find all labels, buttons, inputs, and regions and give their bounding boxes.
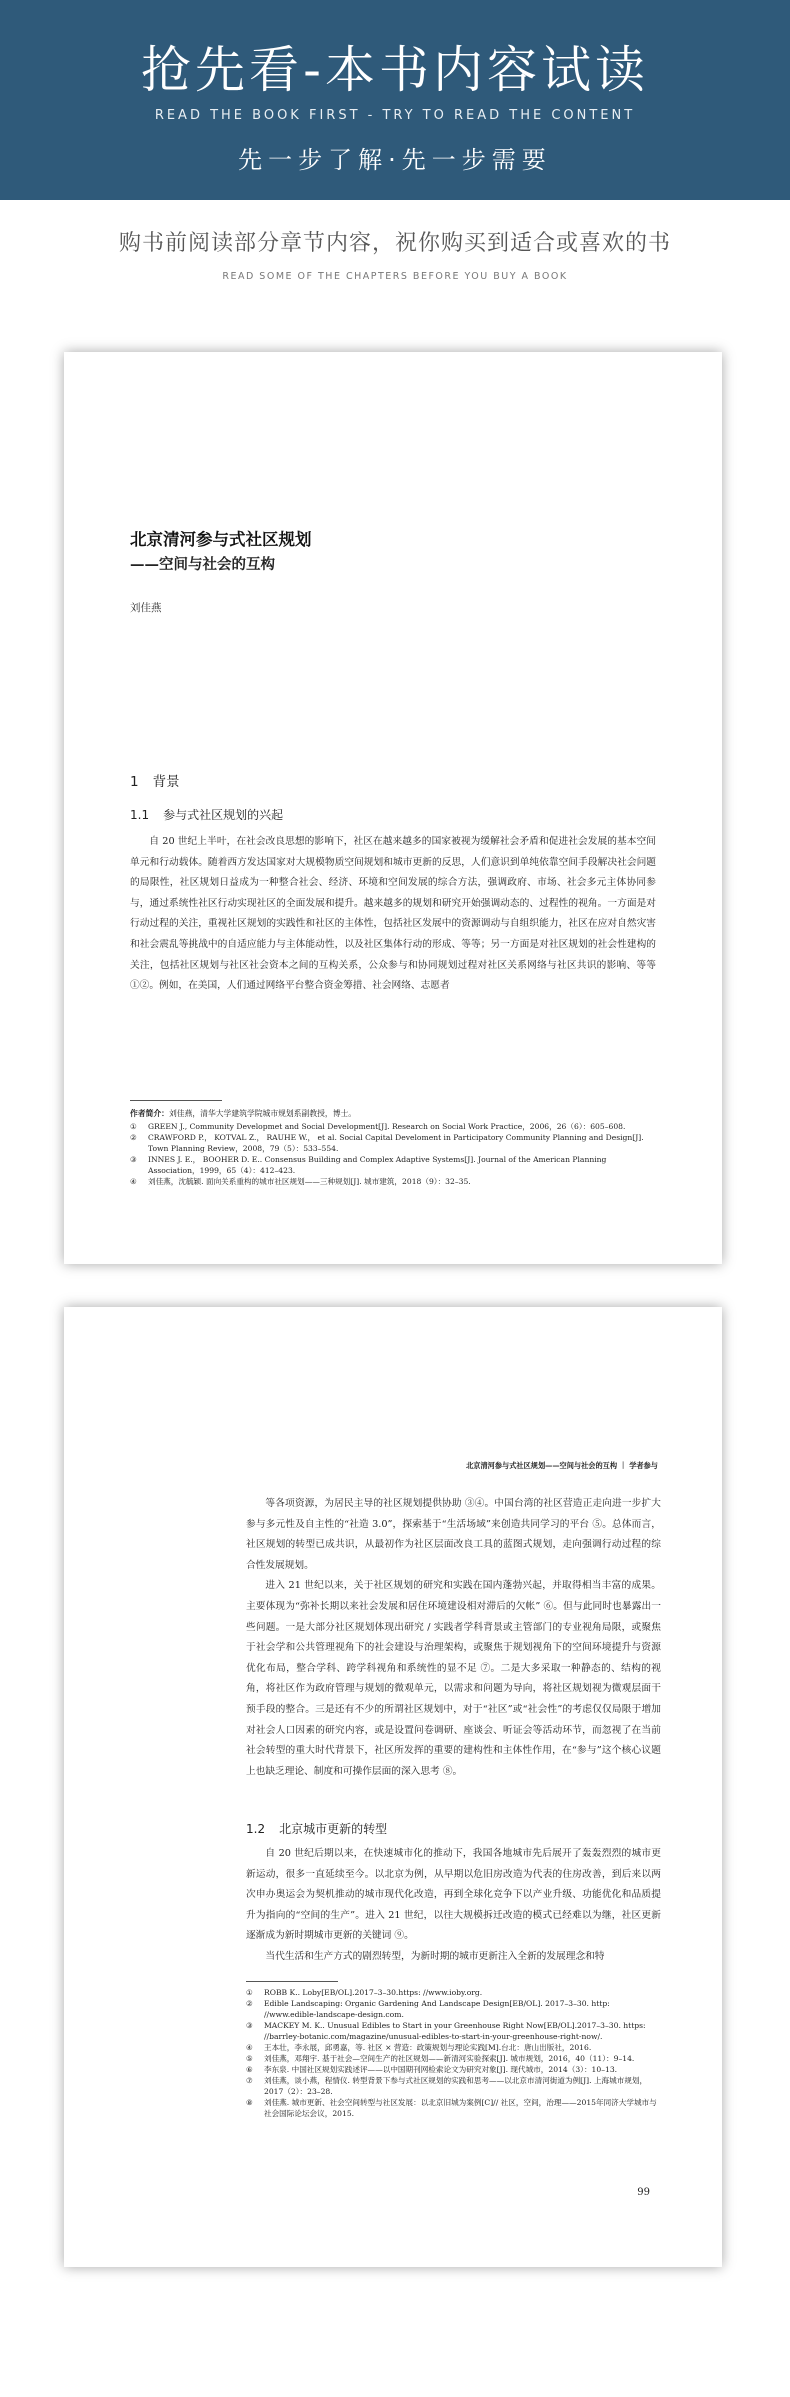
intro-text: 购书前阅读部分章节内容，祝你购买到适合或喜欢的书	[118, 231, 671, 256]
intro-text-en: READ SOME OF THE CHAPTERS BEFORE YOU BUY A BOOK	[222, 271, 568, 282]
footnote-text: 王本壮，李永展，邱勇嘉，等. 社区 × 营造：政策规划与理论实践[M].台北：唐山出版社，2016.	[264, 2043, 592, 2052]
footnote-text: ROBB K.. Loby[EB/OL].2017–3–30.https: //www.ioby.org.	[264, 1988, 483, 1997]
footnote-divider	[246, 1981, 338, 1982]
subsection-heading	[130, 806, 283, 823]
footnote-text: 刘佳燕，邓翔宇. 基于社会—空间生产的社区规划——新清河实验探索[J]. 城市规划，2016，40（11）：9–14.	[264, 2054, 635, 2063]
book-page-1	[64, 352, 722, 1264]
article-author: 刘佳燕	[130, 602, 162, 614]
footnote-mark: ③	[246, 2021, 253, 2030]
page-number: 99	[637, 2187, 650, 2198]
footnote-mark: ④	[130, 1177, 137, 1186]
banner-slogan: 先一步了解·先一步需要	[238, 146, 552, 174]
footnote-item	[130, 1121, 656, 1132]
subsection-number: 1.2	[246, 1822, 266, 1836]
paragraph: 自 20 世纪后期以来，在快速城市化的推动下，我国各地城市先后展开了轰轰烈烈的城市更新运动，很多一直延续至今。以北京为例，从早期以危旧房改造为代表的住房改善，到后来以两次申办奥运会为契机推动的城市现代化改造，再到全球化竞争下以产业升级、功能优化和品质提升为指向的“空间的生产”。进入 21 世纪，以往大规模拆迁改造的模式已经难以为继，社区更新逐渐成为新时期城市更新的关键词 ⑨。	[246, 1848, 661, 1942]
footnote-mark: ⑤	[246, 2054, 253, 2063]
subsection-title: 北京城市更新的转型	[279, 1822, 388, 1836]
paragraph: 等各项资源，为居民主导的社区规划提供协助 ③④。中国台湾的社区营造正走向进一步扩大参与多元性及自主性的“社造 3.0”，探索基于“生活场域”来创造共同学习的平台 ⑤。总体而言，社区规划的转型已成共识，从最初作为社区层面改良工具的蓝图式规划，走向强调行动过程的综合性发展规划。	[246, 1498, 661, 1571]
footnote-text: 刘佳燕，谈小燕，程情仪. 转型背景下参与式社区规划的实践和思考——以北京市清河街道为例[J]. 上海城市规划，2017（2）：23–28.	[264, 2076, 648, 2096]
running-head: 北京清河参与式社区规划——空间与社会的互构 ｜ 学者参与	[466, 1461, 658, 1470]
footnote-item	[246, 2097, 661, 2119]
paragraph: 当代生活和生产方式的剧烈转型，为新时期的城市更新注入全新的发展理念和特	[265, 1950, 605, 1962]
footnote-text: 刘佳燕，沈毓颖. 面向关系重构的城市社区规划——三种规划[J]. 城市建筑，2018（9）：32–35.	[148, 1177, 471, 1186]
banner-subtitle-en: READ THE BOOK FIRST - TRY TO READ THE CONTENT	[154, 108, 636, 123]
subsection-title: 参与式社区规划的兴起	[163, 808, 284, 822]
header-banner	[0, 0, 790, 200]
footnote-item	[246, 2053, 661, 2064]
footnote-mark: ②	[130, 1133, 137, 1142]
section-title: 背景	[152, 774, 180, 790]
footnote-item	[130, 1154, 656, 1176]
body-paragraph: 自 20 世纪上半叶，在社会改良思想的影响下，社区在越来越多的国家被视为缓解社会矛盾和促进社会发展的基本空间单元和行动载体。随着西方发达国家对大规模物质空间规划和城市更新的反思，人们意识到单纯依靠空间手段解决社会问题的局限性，社区规划日益成为一种整合社会、经济、环境和空间发展的综合方法，强调政府、市场、社会多元主体协同参与，通过系统性社区行动实现社区的全面发展和提升。越来越多的规划和研究开始强调动态的、过程性的视角。一方面是对行动过程的关注，重视社区规划的实践性和社区的主体性，包括社区发展中的资源调动与自组织能力，社区在应对自然灾害和社会震乱等挑战中的自适应能力与主体能动性，以及社区集体行动的形成、等等；另一方面是对社区规划的社会性建构的关注，包括社区规划与社区社会资本之间的互构关系，公众参与和协同规划过程对社区关系网络与社区共识的影响、等等 ①②。例如，在美国，人们通过网络平台整合资金筹措、社会网络、志愿者	[130, 836, 656, 992]
footnote-mark: ②	[246, 1999, 253, 2008]
footnote-mark: ⑦	[246, 2076, 253, 2085]
footnote-text: INNES J. E.， BOOHER D. E.. Consensus Building and Complex Adaptive Systems[J]. Journal of the American Planning Association，1999，65（4）：412–423.	[148, 1155, 607, 1175]
article-title: 北京清河参与式社区规划	[130, 530, 312, 549]
footnote-mark: ③	[130, 1155, 137, 1164]
footnote-mark: ④	[246, 2043, 253, 2052]
footnote-item	[246, 2075, 661, 2097]
author-intro	[130, 1108, 656, 1119]
body-text-top	[246, 1494, 661, 1782]
footnote-mark: ①	[130, 1122, 137, 1131]
article-subtitle: ——空间与社会的互构	[130, 556, 275, 573]
footnote-mark: ①	[246, 1988, 253, 1997]
footnote-mark: ⑧	[246, 2098, 253, 2107]
footnote-text: Edible Landscaping: Organic Gardening And Landscape Design[EB/OL]. 2017–3–30. http: //www.edible-landscape-design.com.	[264, 1999, 610, 2019]
author-intro-text: 刘佳燕，清华大学建筑学院城市规划系副教授，博士。	[168, 1109, 357, 1118]
subsection-number: 1.1	[130, 808, 150, 822]
footnotes	[130, 1108, 656, 1187]
footnote-item	[246, 1987, 661, 1998]
section-number: 1	[130, 774, 139, 790]
banner-title: 抢先看-本书内容试读	[140, 41, 650, 99]
footnote-item	[246, 2020, 661, 2042]
footnote-item	[130, 1176, 656, 1187]
footnote-text: CRAWFORD P.， KOTVAL Z.， RAUHE W.， et al. Social Capital Develoment in Participatory Community Planning and Design[J]. Town Planning Review，2008，79（5）：533–554.	[148, 1133, 644, 1153]
footnote-text: 刘佳燕. 城市更新、社会空间转型与社区发展：以北京旧城为案例[C]// 社区，空间，治理——2015年同济大学城市与社会国际论坛会议，2015.	[264, 2098, 657, 2118]
author-intro-label: 作者简介：	[130, 1109, 169, 1118]
footnote-text: 李东泉. 中国社区规划实践述评——以中国期刊网检索论文为研究对象[J]. 现代城市，2014（3）：10–13.	[264, 2065, 618, 2074]
footnote-item	[246, 2064, 661, 2075]
footnote-mark: ⑥	[246, 2065, 253, 2074]
paragraph: 进入 21 世纪以来，关于社区规划的研究和实践在国内蓬勃兴起，并取得相当丰富的成果。主要体现为“弥补长期以来社会发展和居住环境建设相对滞后的欠帐” ⑥。但与此同时也暴露出一些问题。一是大部分社区规划体现出研究 / 实践者学科背景或主管部门的专业视角局限，或聚焦于社会学和公共管理视角下的社会建设与治理架构，或聚焦于规划视角下的空间环境提升与资源优化布局，整合学科、跨学科视角和系统性的显不足 ⑦。二是大多采取一种静态的、结构的视角，将社区作为政府管理与规划的微观单元，以需求和问题为导向，将社区规划视为微观层面干预手段的整合。三是还有不少的所谓社区规划中，对于“社区”或“社会性”的考虑仅仅局限于增加对社会人口因素的研究内容，或是设置问卷调研、座谈会、听证会等活动环节，而忽视了在当前社会转型的重大时代背景下，社区所发挥的重要的建构性和主体性作用，在“参与”这个核心议题上也缺乏理论、制度和可操作层面的深入思考 ⑧。	[246, 1580, 661, 1777]
book-page-2	[64, 1307, 722, 2267]
footnote-item	[246, 2042, 661, 2053]
footnotes	[246, 1987, 661, 2119]
body-text-bottom	[246, 1844, 661, 1968]
footnote-item	[130, 1132, 656, 1154]
footnote-item	[246, 1998, 661, 2020]
footnote-divider	[130, 1100, 222, 1101]
footnote-text: MACKEY M. K.. Unusual Edibles to Start in your Greenhouse Right Now[EB/OL].2017–3–30. https: //barrley-botanic.com/magazine/unusual-edibles-to-start-in-your-greenhouse-right-now/.	[264, 2021, 646, 2041]
footnote-text: GREEN J., Community Developmet and Social Development[J]. Research on Social Work Practice，2006，26（6）：605–608.	[148, 1122, 626, 1131]
subsection-heading	[246, 1820, 387, 1837]
section-heading	[130, 770, 180, 790]
